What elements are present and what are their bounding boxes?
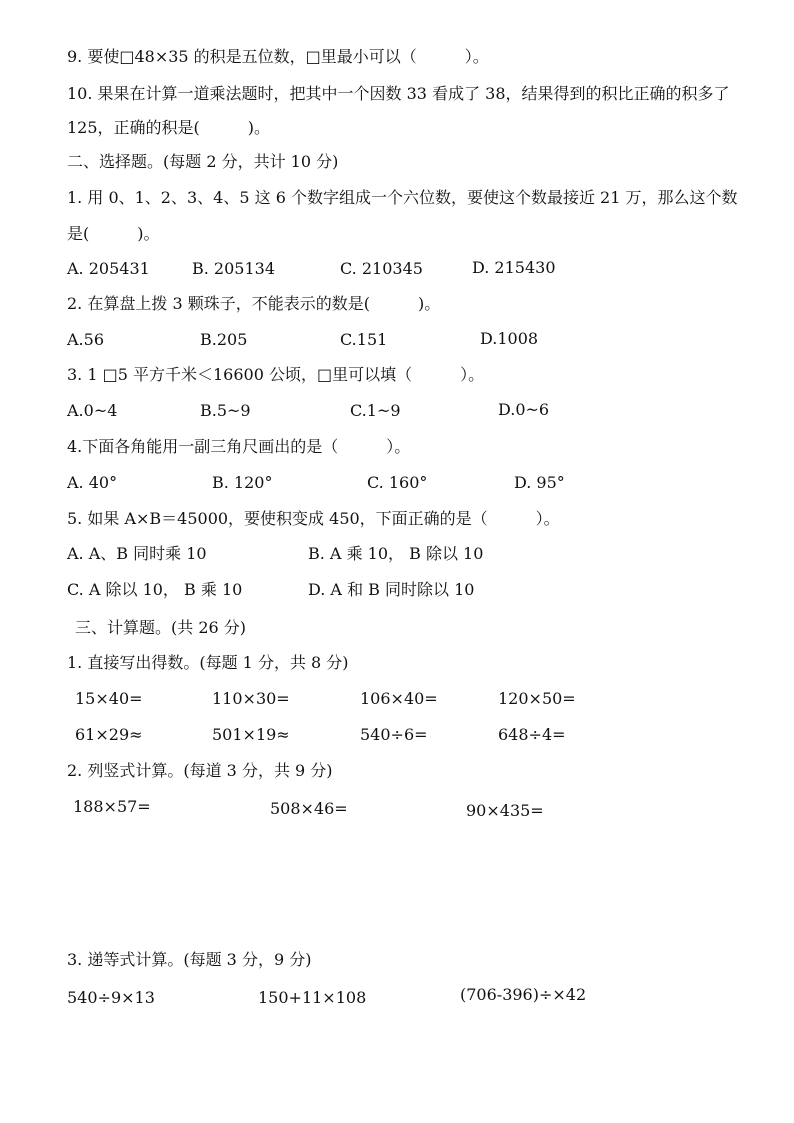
calc-section-heading: 三、计算题。(共 26 分) <box>75 618 247 637</box>
choice-q2-option-b: B.205 <box>200 330 248 349</box>
choice-q1-option-b: B. 205134 <box>192 259 276 278</box>
choice-q3-option-d: D.0~6 <box>498 400 550 419</box>
choice-q4-option-d: D. 95° <box>514 473 565 492</box>
choice-q3-option-b: B.5~9 <box>200 401 251 420</box>
vertical-calc-item: 508×46= <box>270 799 348 818</box>
choice-q2-option-a: A.56 <box>67 330 104 349</box>
choice-q4-option-c: C. 160° <box>367 473 428 492</box>
direct-calc-title: 1. 直接写出得数。(每题 1 分，共 8 分) <box>67 653 349 672</box>
vertical-calc-title: 2. 列竖式计算。(每道 3 分，共 9 分) <box>67 761 333 780</box>
choice-q4-option-b: B. 120° <box>212 473 273 492</box>
direct-calc-item: 15×40= <box>75 689 143 708</box>
choice-q5-option-c: C. A 除以 10， B 乘 10 <box>67 580 243 599</box>
stepwise-calc-item: 540÷9×13 <box>67 988 155 1007</box>
choice-q3-option-c: C.1~9 <box>350 401 401 420</box>
stepwise-calc-item: (706-396)÷×42 <box>460 985 587 1004</box>
choice-q1-option-d: D. 215430 <box>472 258 556 277</box>
choice-q5-option-a: A. A、B 同时乘 10 <box>67 544 207 563</box>
choice-q5-stem: 5. 如果 A×B＝45000，要使积变成 450，下面正确的是（ ）。 <box>67 509 560 528</box>
choice-q3-option-a: A.0~4 <box>67 401 118 420</box>
choice-q1-line2: 是( )。 <box>67 224 160 243</box>
choice-q1-line1: 1. 用 0、1、2、3、4、5 这 6 个数字组成一个六位数，要使这个数最接近 21 万，那么这个数 <box>67 188 738 207</box>
choice-q4-option-a: A. 40° <box>67 473 118 492</box>
choice-section-heading: 二、选择题。(每题 2 分，共计 10 分) <box>67 152 339 171</box>
vertical-calc-item: 90×435= <box>466 801 544 820</box>
choice-q2-option-c: C.151 <box>340 330 388 349</box>
direct-calc-item: 61×29≈ <box>75 725 143 744</box>
choice-q1-option-a: A. 205431 <box>67 259 150 278</box>
direct-calc-item: 110×30= <box>212 689 290 708</box>
choice-q5-option-d: D. A 和 B 同时除以 10 <box>308 580 475 599</box>
question-9: 9. 要使□48×35 的积是五位数，□里最小可以（ ）。 <box>67 47 489 66</box>
question-10-line2: 125，正确的积是( )。 <box>67 118 271 137</box>
direct-calc-item: 648÷4= <box>498 725 566 744</box>
choice-q3-stem: 3. 1 □5 平方千米＜16600 公顷，□里可以填（ ）。 <box>67 365 485 384</box>
choice-q2-option-d: D.1008 <box>480 329 539 348</box>
stepwise-calc-item: 150+11×108 <box>258 988 367 1007</box>
direct-calc-item: 106×40= <box>360 689 438 708</box>
choice-q2-stem: 2. 在算盘上拨 3 颗珠子，不能表示的数是( )。 <box>67 294 441 313</box>
choice-q5-option-b: B. A 乘 10， B 除以 10 <box>308 544 484 563</box>
direct-calc-item: 540÷6= <box>360 725 428 744</box>
direct-calc-item: 120×50= <box>498 689 576 708</box>
direct-calc-item: 501×19≈ <box>212 725 290 744</box>
choice-q1-option-c: C. 210345 <box>340 259 423 278</box>
vertical-calc-item: 188×57= <box>73 797 151 816</box>
choice-q4-stem: 4.下面各角能用一副三角尺画出的是（ ）。 <box>67 437 411 456</box>
question-10-line1: 10. 果果在计算一道乘法题时，把其中一个因数 33 看成了 38，结果得到的积比正确的积多了 <box>67 84 730 103</box>
stepwise-calc-title: 3. 递等式计算。(每题 3 分，9 分) <box>67 950 312 969</box>
